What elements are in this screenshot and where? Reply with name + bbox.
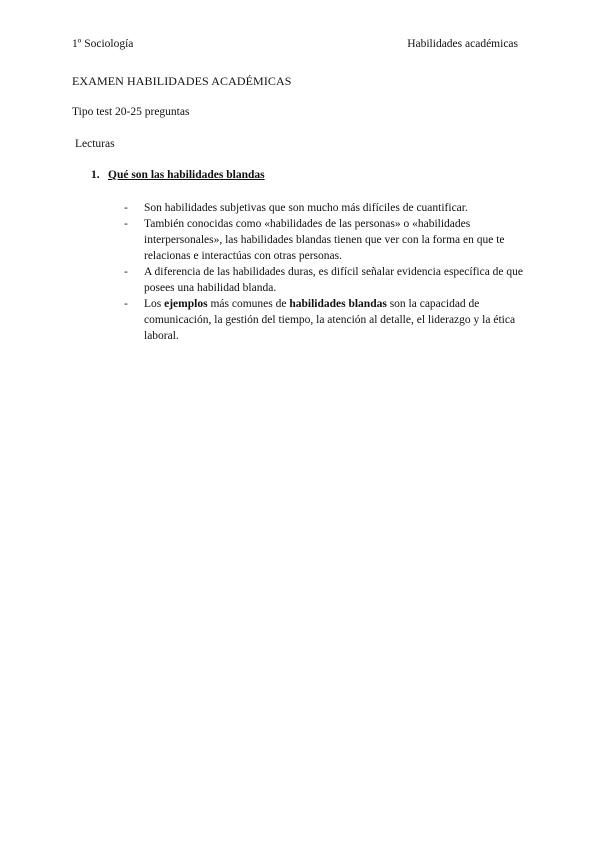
list-item-text	[144, 298, 515, 342]
bullet-dash: -	[124, 298, 128, 310]
list-item-text-part: Los	[144, 298, 165, 310]
section-heading-text: Qué son las habilidades blandas	[108, 169, 265, 181]
header-subject: Habilidades académicas	[407, 38, 518, 50]
bold-term-soft-skills: habilidades blandas	[289, 298, 387, 310]
bullet-list	[124, 200, 534, 344]
list-item	[124, 216, 534, 264]
list-item-text-part: más comunes de	[207, 298, 290, 310]
list-item	[124, 296, 534, 344]
list-item-text: A diferencia de las habilidades duras, es difícil señalar evidencia específica de que posees una habilidad blanda.	[144, 266, 524, 294]
list-item-text-part: son la capacidad de comunicación, la gestión del tiempo, la atención al detalle, el liderazgo y la ética laboral.	[144, 298, 516, 342]
list-item	[124, 264, 534, 296]
section-number: 1.	[91, 169, 100, 181]
bullet-dash: -	[124, 266, 128, 278]
list-item	[124, 200, 534, 216]
page-title: EXAMEN HABILIDADES ACADÉMICAS	[72, 74, 292, 88]
header-course: 1º Sociología	[72, 38, 134, 50]
list-item-text: También conocidas como «habilidades de las personas» o «habilidades interpersonales», las habilidades blandas tienen que ver con la forma en que te relacionas e interactúas con otras personas.	[144, 218, 505, 262]
exam-format: Tipo test 20-25 preguntas	[72, 106, 190, 118]
section-heading	[91, 169, 265, 181]
bullet-dash: -	[124, 218, 128, 230]
bullet-dash: -	[124, 202, 128, 214]
section-label: Lecturas	[75, 138, 115, 150]
list-item-text: Son habilidades subjetivas que son mucho más difíciles de cuantificar.	[144, 202, 468, 214]
bold-term-examples: ejemplos	[164, 298, 208, 310]
